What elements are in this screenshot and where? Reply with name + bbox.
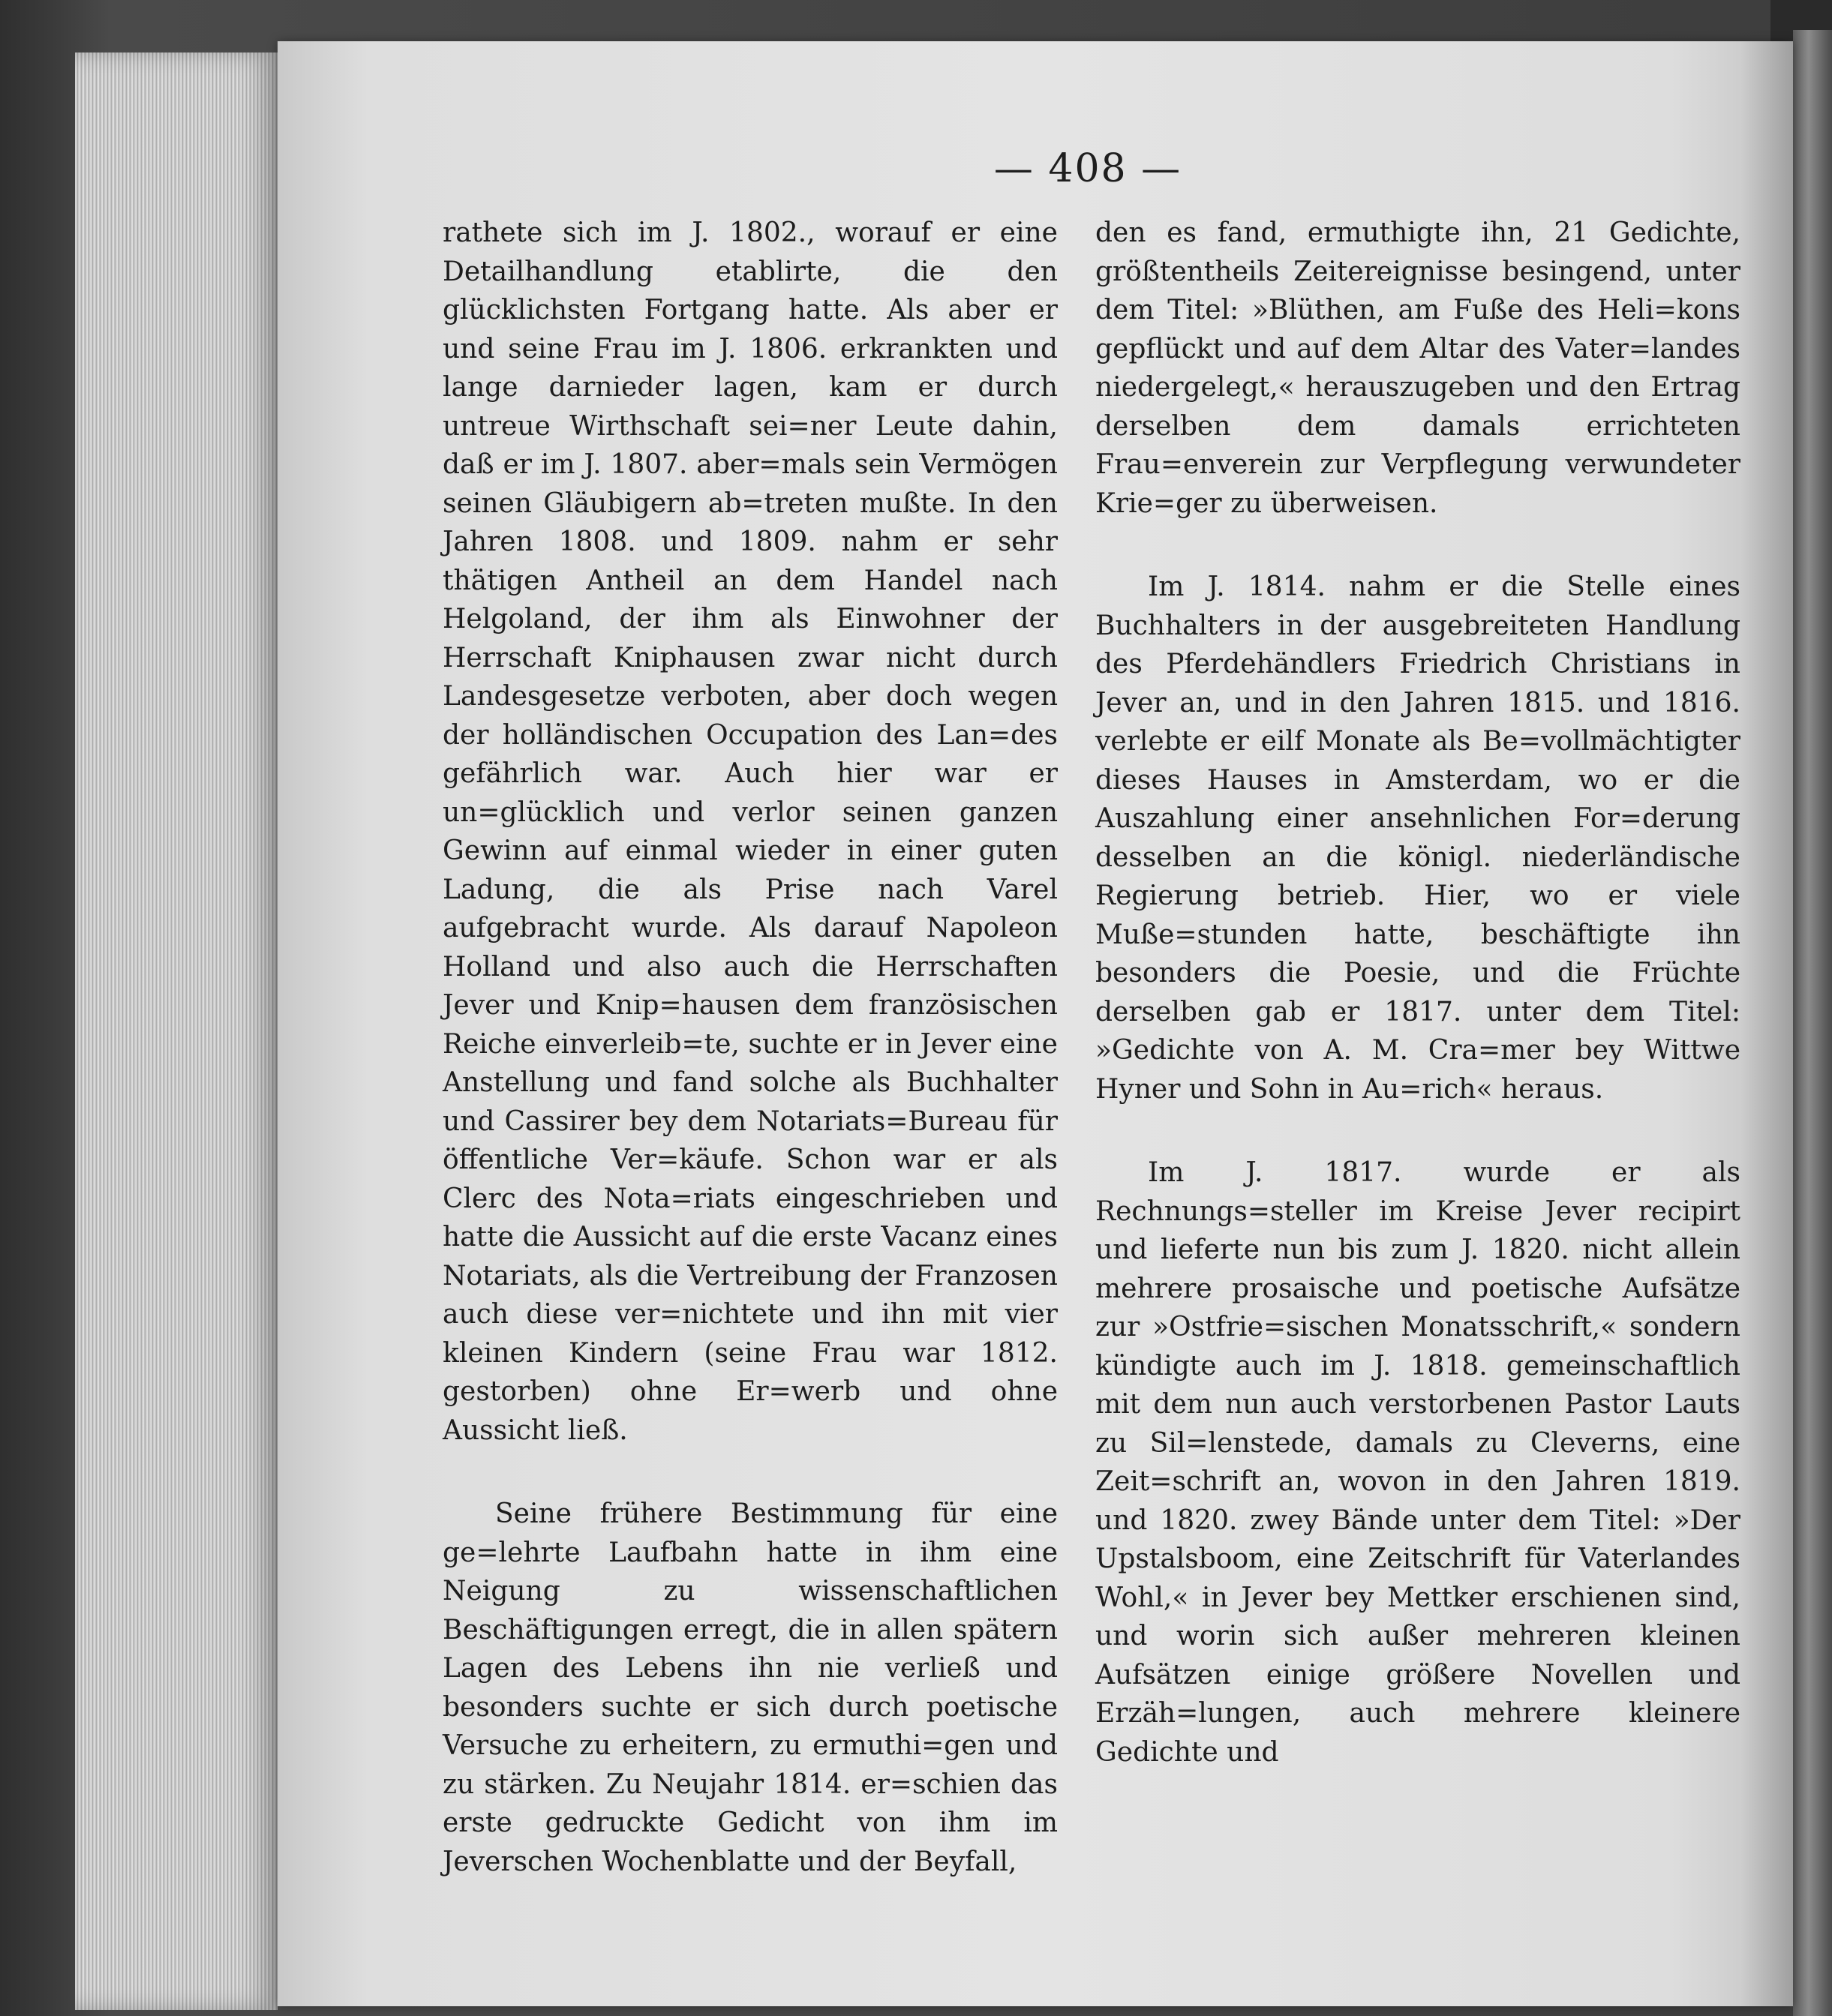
page-number: — 408 — (993, 146, 1182, 191)
paragraph: Seine frühere Bestimmung für eine ge=lehrte Laufbahn hatte in ihm eine Neigung zu wissenschaftlichen Beschäftigungen erregt, die in allen spätern Lagen des Lebens ihn nie verließ und besonders suchte er sich durch poetische Versuche zu erheitern, zu ermuthi=gen und zu stärken. Zu Neujahr 1814. er=schien das erste gedruckte Gedicht von ihm im Jeverschen Wochenblatte und der Beyfall, (443, 1498, 1058, 1877)
paragraph: rathete sich im J. 1802., worauf er eine Detailhandlung etablirte, die den glücklichsten Fortgang hatte. Als aber er und seine Frau im J. 1806. erkrankten und lange darnieder lagen, kam er durch untreue Wirthschaft sei=ner Leute dahin, daß er im J. 1807. aber=mals sein Vermögen seinen Gläubigern ab=treten mußte. In den Jahren 1808. und 1809. nahm er sehr thätigen Antheil an dem Handel nach Helgoland, der ihm als Einwohner der Herrschaft Kniphausen zwar nicht durch Landesgesetze verboten, aber doch wegen der holländischen Occupation des Lan=des gefährlich war. Auch hier war er un=glücklich und verlor seinen ganzen Gewinn auf einmal wieder in einer guten Ladung, die als Prise nach Varel aufgebracht wurde. Als darauf Napoleon Holland und also auch die Herrschaften Jever und Knip=hausen dem französischen Reiche einverleib=te, suchte er in Jever eine Anstellung und fand solche als Buchhalter und Cassirer bey dem Notariats=Bureau für öffentliche Ver=käufe. Schon war er als Clerc des Nota=riats eingeschrieben und hatte die Aussicht auf die erste Vacanz eines Notariats, als die Vertreibung der Franzosen auch diese ver=nichtete und ihn mit vier kleinen Kindern (seine Frau war 1812. gestorben) ohne Er=werb und ohne Aussicht ließ. (443, 218, 1058, 1446)
gutter-shadow (1740, 41, 1793, 2006)
text-column-left (443, 214, 1058, 1881)
paragraph: den es fand, ermuthigte ihn, 21 Gedichte, größtentheils Zeitereignisse besingend, unter dem Titel: »Blüthen, am Fuße des Heli=kons gepflückt und auf dem Altar des Vater=landes niedergelegt,« herauszugeben und den Ertrag derselben dem damals errichteten Frau=enverein zur Verpflegung verwundeter Krie=ger zu überweisen. (1095, 218, 1740, 519)
text-column-right (1095, 214, 1740, 1772)
book-binding-edge (1793, 30, 1832, 2016)
book-page-edges (75, 52, 278, 2010)
paragraph: Im J. 1817. wurde er als Rechnungs=steller im Kreise Jever recipirt und lieferte nun bis zum J. 1820. nicht allein mehrere prosaische und poetische Aufsätze zur »Ostfrie=sischen Monatsschrift,« sondern kündigte auch im J. 1818. gemeinschaftlich mit dem nun auch verstorbenen Pastor Lauts zu Sil=lenstede, damals zu Cleverns, eine Zeit=schrift an, wovon in den Jahren 1819. und 1820. zwey Bände unter dem Titel: »Der Upstalsboom, eine Zeitschrift für Vaterlandes Wohl,« in Jever bey Mettker erschienen sind, und worin sich außer mehreren kleinen Aufsätzen einige größere Novellen und Erzäh=lungen, auch mehrere kleinere Gedichte und (1095, 1157, 1740, 1768)
paragraph: Im J. 1814. nahm er die Stelle eines Buchhalters in der ausgebreiteten Handlung des Pferdehändlers Friedrich Christians in Jever an, und in den Jahren 1815. und 1816. verlebte er eilf Monate als Be=vollmächtigter dieses Hauses in Amsterdam, wo er die Auszahlung einer ansehnlichen For=derung desselben an die königl. niederländische Regierung betrieb. Hier, wo er viele Muße=stunden hatte, beschäftigte ihn besonders die Poesie, und die Früchte derselben gab er 1817. unter dem Titel: »Gedichte von A. M. Cra=mer bey Wittwe Hyner und Sohn in Au=rich« heraus. (1095, 572, 1740, 1105)
